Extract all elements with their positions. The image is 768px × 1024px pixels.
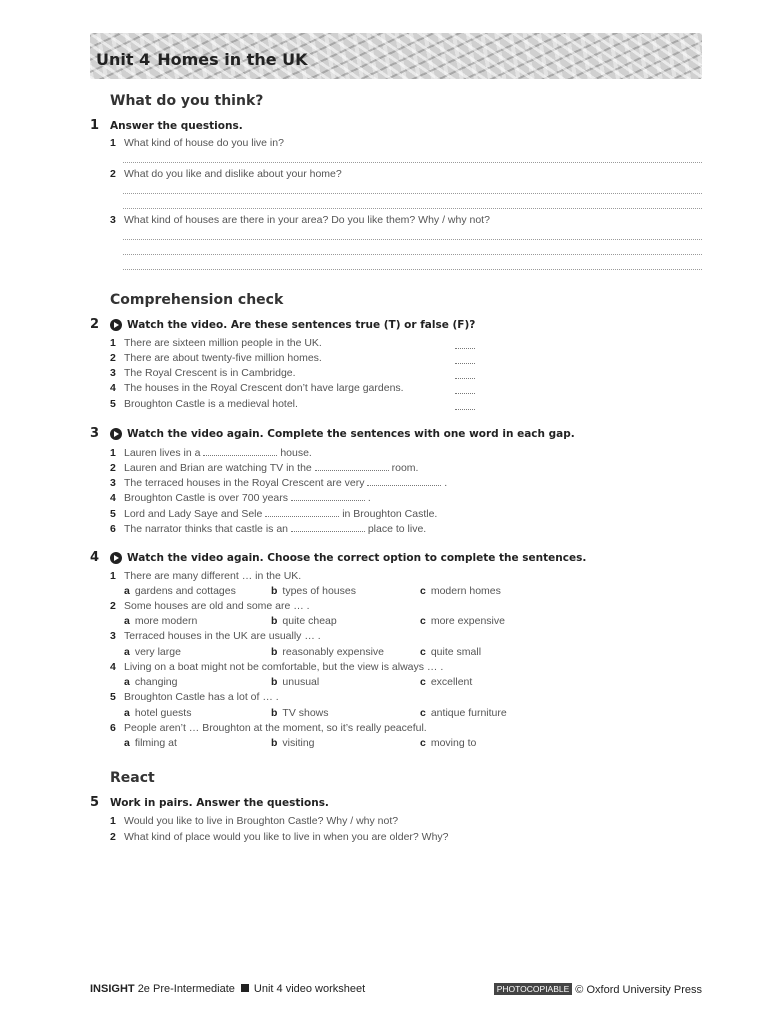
true-false-blank[interactable]	[455, 348, 475, 349]
item-number: 5	[110, 398, 116, 410]
item-number: 5	[110, 508, 116, 520]
item-number: 6	[110, 722, 116, 734]
option-letter: a	[124, 585, 130, 597]
unit-name: Homes in the UK	[157, 50, 308, 69]
item-number: 4	[110, 382, 116, 394]
play-video-icon	[110, 319, 122, 331]
option-a[interactable]	[124, 646, 181, 658]
item-number: 3	[110, 630, 116, 642]
item-text: What kind of place would you like to live in when you are older? Why?	[124, 831, 449, 843]
option-text: filming at	[134, 737, 177, 749]
option-c[interactable]	[420, 615, 505, 627]
option-b[interactable]	[271, 585, 356, 597]
item-number: 1	[110, 815, 116, 827]
photocopiable-badge: PHOTOCOPIABLE	[494, 983, 573, 995]
item-number: 4	[110, 661, 116, 673]
instruction-text: Work in pairs. Answer the questions.	[110, 797, 329, 809]
item-text: Living on a boat might not be comfortable, but the view is always … .	[124, 661, 444, 673]
item-text: The Royal Crescent is in Cambridge.	[124, 367, 296, 379]
item-text: Some houses are old and some are … .	[124, 600, 310, 612]
gap-blank[interactable]	[367, 476, 441, 486]
exercise-2-item	[110, 382, 404, 394]
answer-line[interactable]	[123, 208, 702, 209]
brand-name: INSIGHT	[90, 983, 135, 995]
option-letter: c	[420, 707, 426, 719]
item-text: Lauren lives in a	[124, 447, 201, 459]
option-text: modern homes	[430, 585, 501, 597]
item-number: 3	[110, 367, 116, 379]
option-text: unusual	[282, 676, 320, 688]
option-c[interactable]	[420, 585, 501, 597]
item-text: People aren’t … Broughton at the moment, so it’s really peaceful.	[124, 722, 427, 734]
item-text: Lord and Lady Saye and Sele	[124, 508, 263, 520]
option-b[interactable]	[271, 615, 337, 627]
option-a[interactable]	[124, 737, 177, 749]
item-number: 1	[110, 570, 116, 582]
item-text: .	[367, 492, 371, 504]
option-letter: b	[271, 585, 278, 597]
worksheet-label: Unit 4 video worksheet	[253, 983, 366, 995]
exercise-1-item	[110, 214, 490, 226]
gap-blank[interactable]	[291, 491, 365, 501]
option-letter: a	[124, 615, 130, 627]
section-title-react: React	[110, 770, 155, 786]
exercise-5-item	[110, 831, 449, 843]
option-letter: a	[124, 646, 130, 658]
page-footer	[90, 983, 702, 995]
unit-banner	[90, 33, 702, 79]
gap-blank[interactable]	[203, 446, 277, 456]
exercise-3-item	[110, 446, 312, 459]
gap-blank[interactable]	[265, 507, 339, 517]
item-text: room.	[391, 462, 419, 474]
gap-blank[interactable]	[315, 461, 389, 471]
instruction-text: Watch the video again. Complete the sentences with one word in each gap.	[127, 428, 575, 440]
option-text: quite cheap	[282, 615, 337, 627]
item-text: place to live.	[367, 523, 427, 535]
play-video-icon	[110, 552, 122, 564]
exercise-3-item	[110, 491, 371, 504]
item-text: in Broughton Castle.	[342, 508, 438, 520]
gap-blank[interactable]	[291, 522, 365, 532]
option-a[interactable]	[124, 615, 197, 627]
exercise-3-number: 3	[90, 426, 100, 441]
item-number: 3	[110, 477, 116, 489]
exercise-2-item	[110, 367, 296, 379]
exercise-3-instruction	[110, 428, 575, 440]
true-false-blank[interactable]	[455, 409, 475, 410]
exercise-2-item	[110, 352, 322, 364]
exercise-4-item	[110, 691, 279, 703]
answer-line[interactable]	[123, 162, 702, 163]
option-text: moving to	[430, 737, 477, 749]
section-title-think: What do you think?	[110, 93, 264, 109]
answer-line[interactable]	[123, 269, 702, 270]
option-text: gardens and cottages	[134, 585, 236, 597]
option-c[interactable]	[420, 676, 472, 688]
item-text: Broughton Castle is a medieval hotel.	[124, 398, 298, 410]
true-false-blank[interactable]	[455, 393, 475, 394]
item-number: 1	[110, 137, 116, 149]
option-letter: c	[420, 646, 426, 658]
option-letter: c	[420, 615, 426, 627]
instruction-text: Watch the video. Are these sentences true (T) or false (F)?	[127, 319, 476, 331]
answer-line[interactable]	[123, 193, 702, 194]
option-letter: b	[271, 615, 278, 627]
option-text: more modern	[134, 615, 198, 627]
exercise-5-item	[110, 815, 398, 827]
option-text: antique furniture	[430, 707, 507, 719]
item-number: 2	[110, 831, 116, 843]
option-letter: a	[124, 737, 130, 749]
option-text: more expensive	[430, 615, 505, 627]
exercise-4-item	[110, 600, 310, 612]
item-text: The houses in the Royal Crescent don’t have large gardens.	[124, 382, 404, 394]
option-text: hotel guests	[134, 707, 192, 719]
exercise-4-number: 4	[90, 550, 100, 565]
footer-right	[494, 983, 702, 996]
option-b[interactable]	[271, 646, 384, 658]
option-text: very large	[134, 646, 181, 658]
item-text: There are about twenty-five million homes.	[124, 352, 322, 364]
true-false-blank[interactable]	[455, 363, 475, 364]
exercise-1-item	[110, 168, 342, 180]
item-number: 5	[110, 691, 116, 703]
option-letter: b	[271, 646, 278, 658]
item-text: Broughton Castle is over 700 years	[124, 492, 289, 504]
option-b[interactable]	[271, 676, 319, 688]
item-text: There are many different … in the UK.	[124, 570, 302, 582]
exercise-1-number: 1	[90, 118, 100, 133]
item-text: Terraced houses in the UK are usually … .	[124, 630, 321, 642]
option-b[interactable]	[271, 737, 315, 749]
item-text: Would you like to live in Broughton Castle? Why / why not?	[124, 815, 399, 827]
unit-number: Unit 4	[96, 50, 151, 69]
square-bullet-icon	[241, 984, 249, 992]
item-text: Broughton Castle has a lot of … .	[124, 691, 279, 703]
unit-title	[96, 50, 308, 69]
option-letter: a	[124, 676, 130, 688]
option-text: types of houses	[282, 585, 356, 597]
item-text: There are sixteen million people in the UK.	[124, 337, 322, 349]
exercise-5-instruction	[110, 797, 329, 809]
item-number: 1	[110, 337, 116, 349]
exercise-5-number: 5	[90, 795, 100, 810]
item-number: 6	[110, 523, 116, 535]
option-letter: b	[271, 676, 278, 688]
option-b[interactable]	[271, 707, 329, 719]
item-number: 1	[110, 447, 116, 459]
item-text: .	[444, 477, 448, 489]
option-letter: c	[420, 585, 426, 597]
item-number: 2	[110, 600, 116, 612]
exercise-1-item	[110, 137, 284, 149]
answer-line[interactable]	[123, 239, 702, 240]
true-false-blank[interactable]	[455, 378, 475, 379]
option-a[interactable]	[124, 676, 177, 688]
option-letter: c	[420, 737, 426, 749]
option-c[interactable]	[420, 737, 476, 749]
option-text: TV shows	[282, 707, 329, 719]
exercise-3-item	[110, 507, 437, 520]
option-text: excellent	[430, 676, 473, 688]
exercise-2-item	[110, 337, 322, 349]
option-c[interactable]	[420, 707, 507, 719]
instruction-text: Answer the questions.	[110, 120, 243, 132]
exercise-4-item	[110, 570, 301, 582]
exercise-2-number: 2	[90, 317, 100, 332]
option-text: visiting	[282, 737, 315, 749]
instruction-text: Watch the video again. Choose the correct option to complete the sentences.	[127, 552, 587, 564]
play-video-icon	[110, 428, 122, 440]
option-letter: a	[124, 707, 130, 719]
item-text: The terraced houses in the Royal Crescent are very	[124, 477, 365, 489]
exercise-4-item	[110, 661, 443, 673]
option-c[interactable]	[420, 646, 481, 658]
option-text: quite small	[430, 646, 482, 658]
item-number: 4	[110, 492, 116, 504]
option-a[interactable]	[124, 707, 191, 719]
exercise-4-item	[110, 630, 321, 642]
exercise-4-item	[110, 722, 427, 734]
item-number: 3	[110, 214, 116, 226]
exercise-2-instruction	[110, 319, 475, 331]
copyright-text: © Oxford University Press	[575, 984, 702, 996]
item-number: 2	[110, 352, 116, 364]
exercise-1-instruction	[110, 120, 243, 132]
item-number: 2	[110, 462, 116, 474]
option-text: changing	[134, 676, 178, 688]
exercise-3-item	[110, 522, 426, 535]
exercise-4-instruction	[110, 552, 586, 564]
option-a[interactable]	[124, 585, 236, 597]
option-letter: b	[271, 737, 278, 749]
item-text: Lauren and Brian are watching TV in the	[124, 462, 312, 474]
section-title-comprehension: Comprehension check	[110, 292, 284, 308]
answer-line[interactable]	[123, 254, 702, 255]
exercise-3-item	[110, 476, 447, 489]
item-text: house.	[280, 447, 312, 459]
exercise-2-item	[110, 398, 298, 410]
item-text: What kind of houses are there in your area? Do you like them? Why / why not?	[124, 214, 490, 226]
item-text: What kind of house do you live in?	[124, 137, 284, 149]
option-letter: b	[271, 707, 278, 719]
option-letter: c	[420, 676, 426, 688]
option-text: reasonably expensive	[282, 646, 384, 658]
level-label: 2e Pre-Intermediate	[137, 983, 235, 995]
item-number: 2	[110, 168, 116, 180]
item-text: What do you like and dislike about your home?	[124, 168, 342, 180]
item-text: The narrator thinks that castle is an	[124, 523, 288, 535]
exercise-3-item	[110, 461, 418, 474]
